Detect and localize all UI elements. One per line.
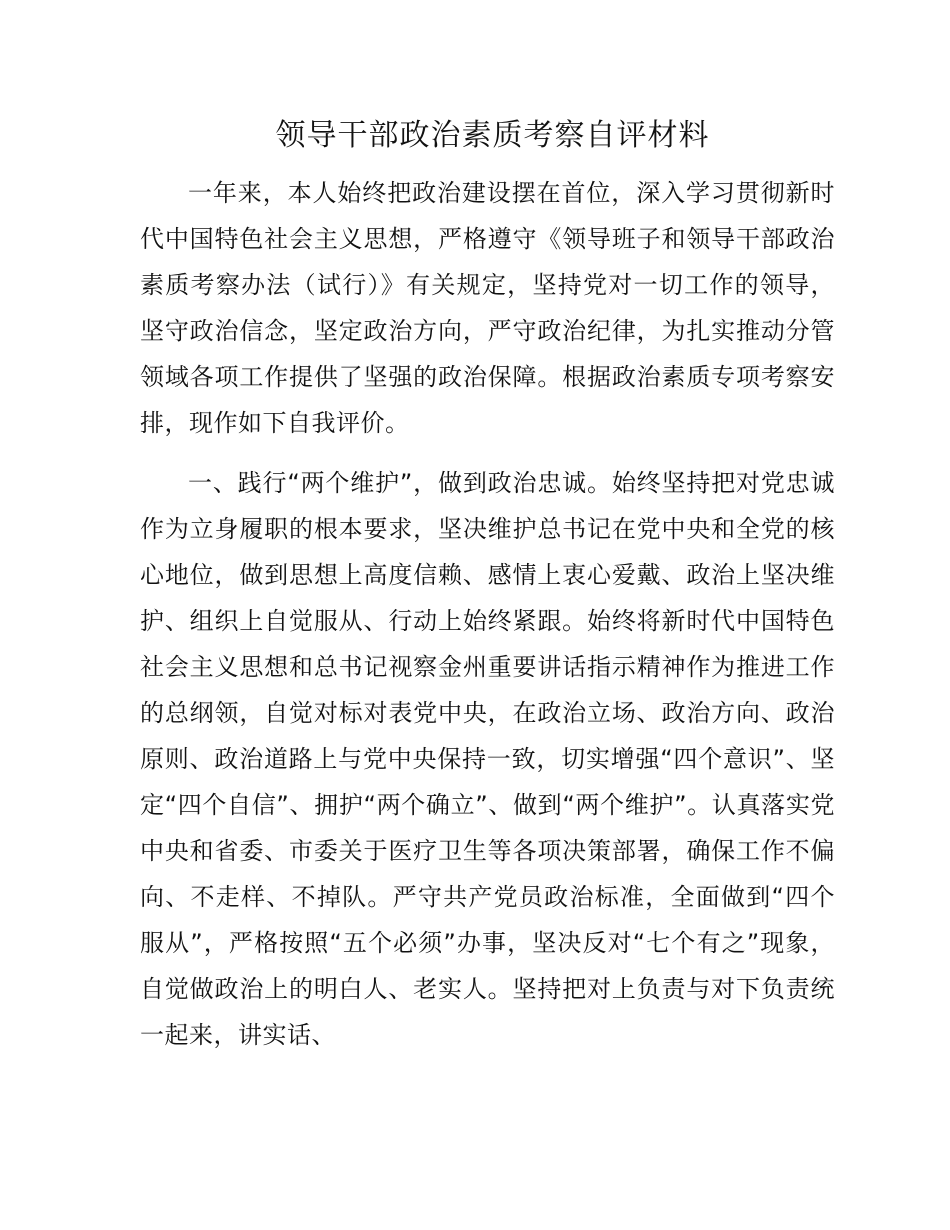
paragraph-section-one: 一、践行“两个维护”，做到政治忠诚。始终坚持把对党忠诚作为立身履职的根本要求，坚决维护总书记在党中央和全党的核心地位，做到思想上高度信赖、感情上衷心爱戴、政治上坚决维护、组织上自觉服从、行动上始终紧跟。始终将新时代中国特色社会主义思想和总书记视察金州重要讲话指示精神作为推进工作的总纲领，自觉对标对表党中央，在政治立场、政治方向、政治原则、政治道路上与党中央保持一致，切实增强“四个意识”、坚定“四个自信”、拥护“两个确立”、做到“两个维护”。认真落实党中央和省委、市委关于医疗卫生等各项决策部署，确保工作不偏向、不走样、不掉队。严守共产党员政治标准，全面做到“四个服从”，严格按照“五个必须”办事，坚决反对“七个有之”现象，自觉做政治上的明白人、老实人。坚持把对上负责与对下负责统一起来，讲实话、	[140, 469, 835, 1049]
document-title: 领导干部政治素质考察自评材料	[275, 118, 710, 153]
paragraph-intro: 一年来，本人始终把政治建设摆在首位，深入学习贯彻新时代中国特色社会主义思想，严格遵守《领导班子和领导干部政治素质考察办法（试行）》有关规定，坚持党对一切工作的领导，坚守政治信念，坚定政治方向，严守政治纪律，为扎实推动分管领域各项工作提供了坚强的政治保障。根据政治素质专项考察安排，现作如下自我评价。	[140, 179, 835, 437]
